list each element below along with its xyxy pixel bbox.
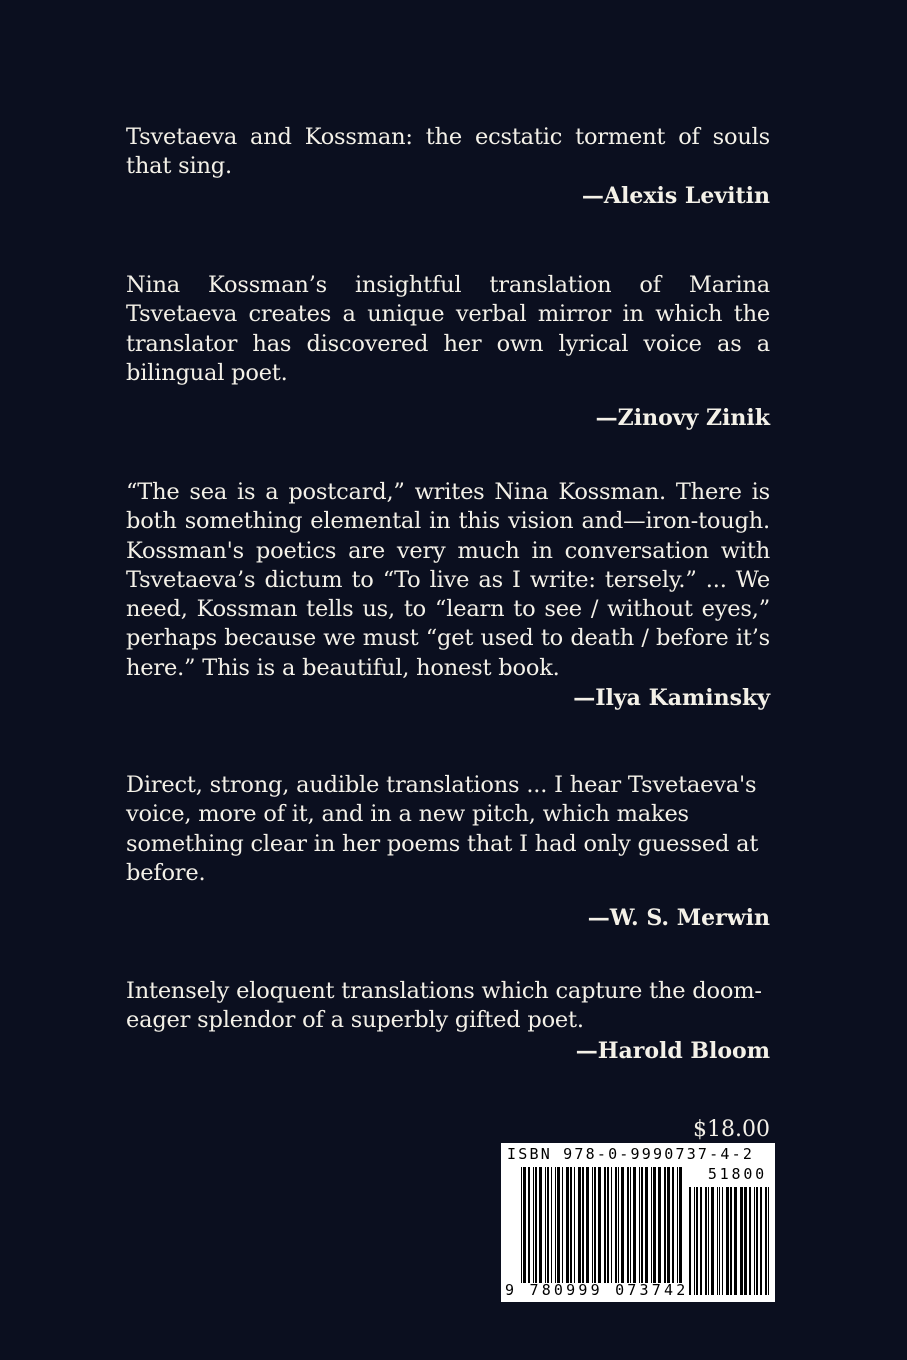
barcode-bar bbox=[555, 1167, 556, 1283]
barcode-bar bbox=[621, 1167, 624, 1283]
blurb-alexis-levitin bbox=[126, 123, 770, 211]
barcode-bar bbox=[717, 1187, 718, 1295]
barcode-bar bbox=[689, 1187, 691, 1295]
barcode-bar bbox=[607, 1167, 609, 1283]
barcode-bar bbox=[582, 1167, 584, 1283]
blurb-attribution: —Alexis Levitin bbox=[581, 182, 770, 209]
barcode-bar bbox=[633, 1167, 636, 1283]
blurb-quote: Tsvetaeva and Kossman: the ecstatic torment of souls that sing. bbox=[126, 124, 770, 180]
barcode-bar bbox=[645, 1167, 648, 1283]
barcode-bar bbox=[523, 1167, 526, 1283]
isbn-barcode bbox=[501, 1143, 775, 1302]
barcode-bar bbox=[521, 1167, 522, 1283]
price-label: $18.00 bbox=[693, 1117, 770, 1142]
blurb-quote: Direct, strong, audible translations ... I hear Tsvetaeva's voice, more of it, and in a new pitch, which makes something clear in her poems that I had only guessed at before. bbox=[126, 772, 759, 886]
ean-digits: 9 780999 073742 bbox=[505, 1281, 689, 1299]
barcode-bar bbox=[598, 1167, 601, 1283]
barcode-bar bbox=[570, 1167, 572, 1283]
barcode-bar bbox=[528, 1167, 530, 1283]
blurb-ilya-kaminsky bbox=[126, 478, 770, 713]
barcode-bar bbox=[592, 1167, 593, 1283]
blurb-quote: “The sea is a postcard,” writes Nina Kossman. There is both something elemental in this vision and—iron-tough. Kossman's poetics are very much in conversation with Tsvetaeva’s dictum to “To live as I write: tersely.” ... We need, Kossman tells us, to “learn to see / without eyes,” perhaps because we must “get used to death / before it’s here.” This is a beautiful, honest book. bbox=[126, 479, 770, 681]
barcode-bar bbox=[535, 1167, 537, 1283]
barcode-bar bbox=[696, 1187, 698, 1295]
barcode-bar bbox=[533, 1167, 534, 1283]
barcode-bar bbox=[664, 1167, 666, 1283]
barcode-bar bbox=[667, 1167, 670, 1283]
barcode-bar bbox=[539, 1167, 542, 1283]
barcode-bar bbox=[618, 1167, 619, 1283]
barcode-bar bbox=[730, 1187, 732, 1295]
barcode-bar bbox=[557, 1167, 560, 1283]
barcode-bar bbox=[551, 1167, 552, 1283]
barcode-bar bbox=[651, 1167, 652, 1283]
barcode-bar bbox=[677, 1167, 678, 1283]
barcode-bar bbox=[630, 1167, 631, 1283]
barcode-bar bbox=[627, 1167, 629, 1283]
price-code: 51800 bbox=[707, 1165, 767, 1183]
barcode-bar bbox=[760, 1187, 762, 1295]
blurb-quote: Intensely eloquent translations which capture the doom-eager splendor of a superbly gifted poet. bbox=[126, 978, 762, 1034]
barcode-bar bbox=[641, 1167, 643, 1283]
blurb-quote: Nina Kossman’s insightful translation of Marina Tsvetaeva creates a unique verbal mirror in which the translator has discovered her own lyrical voice as a bilingual poet. bbox=[126, 272, 770, 386]
barcode-bar bbox=[756, 1187, 758, 1295]
barcode-bar bbox=[545, 1167, 546, 1283]
barcode-bar bbox=[719, 1187, 720, 1295]
barcode-bar bbox=[722, 1187, 723, 1295]
barcode-bar bbox=[768, 1187, 769, 1295]
barcode-bar bbox=[740, 1187, 743, 1295]
barcode-bar bbox=[700, 1187, 702, 1295]
barcode-bar bbox=[672, 1167, 674, 1283]
barcode-bar bbox=[754, 1187, 755, 1295]
barcode-bar bbox=[604, 1167, 606, 1283]
blurb-attribution: —Ilya Kaminsky bbox=[573, 685, 770, 712]
barcode-bar bbox=[765, 1187, 767, 1295]
barcode-bar bbox=[744, 1187, 747, 1295]
blurb-ws-merwin bbox=[126, 771, 770, 933]
isbn-label: ISBN 978-0-9990737-4-2 bbox=[507, 1145, 755, 1163]
barcode-bar bbox=[586, 1167, 589, 1283]
barcode-bar bbox=[611, 1167, 612, 1283]
blurb-attribution: —Zinovy Zinik bbox=[595, 405, 770, 432]
barcode-bar bbox=[547, 1167, 549, 1283]
barcode-bar bbox=[694, 1187, 695, 1295]
barcode-bar bbox=[726, 1187, 729, 1295]
barcode-bar bbox=[658, 1167, 661, 1283]
blurb-zinovy-zinik bbox=[126, 271, 770, 433]
barcode-bar bbox=[708, 1187, 709, 1295]
barcode-bar bbox=[711, 1187, 714, 1295]
barcode-bar bbox=[566, 1167, 569, 1283]
barcode-bar bbox=[562, 1167, 563, 1283]
barcode-bar bbox=[639, 1167, 640, 1283]
barcode-bar bbox=[679, 1167, 682, 1283]
barcode-bar bbox=[653, 1167, 656, 1283]
barcode-bar bbox=[615, 1167, 617, 1283]
barcode-bar bbox=[734, 1187, 737, 1295]
barcode-bar bbox=[574, 1167, 575, 1283]
barcode-bar bbox=[594, 1167, 596, 1283]
blurb-attribution: —W. S. Merwin bbox=[587, 905, 770, 932]
barcode-bar bbox=[749, 1187, 751, 1295]
blurb-harold-bloom bbox=[126, 977, 770, 1066]
barcode-bar bbox=[578, 1167, 581, 1283]
blurb-attribution: —Harold Bloom bbox=[575, 1037, 770, 1064]
barcode-bar bbox=[705, 1187, 707, 1295]
